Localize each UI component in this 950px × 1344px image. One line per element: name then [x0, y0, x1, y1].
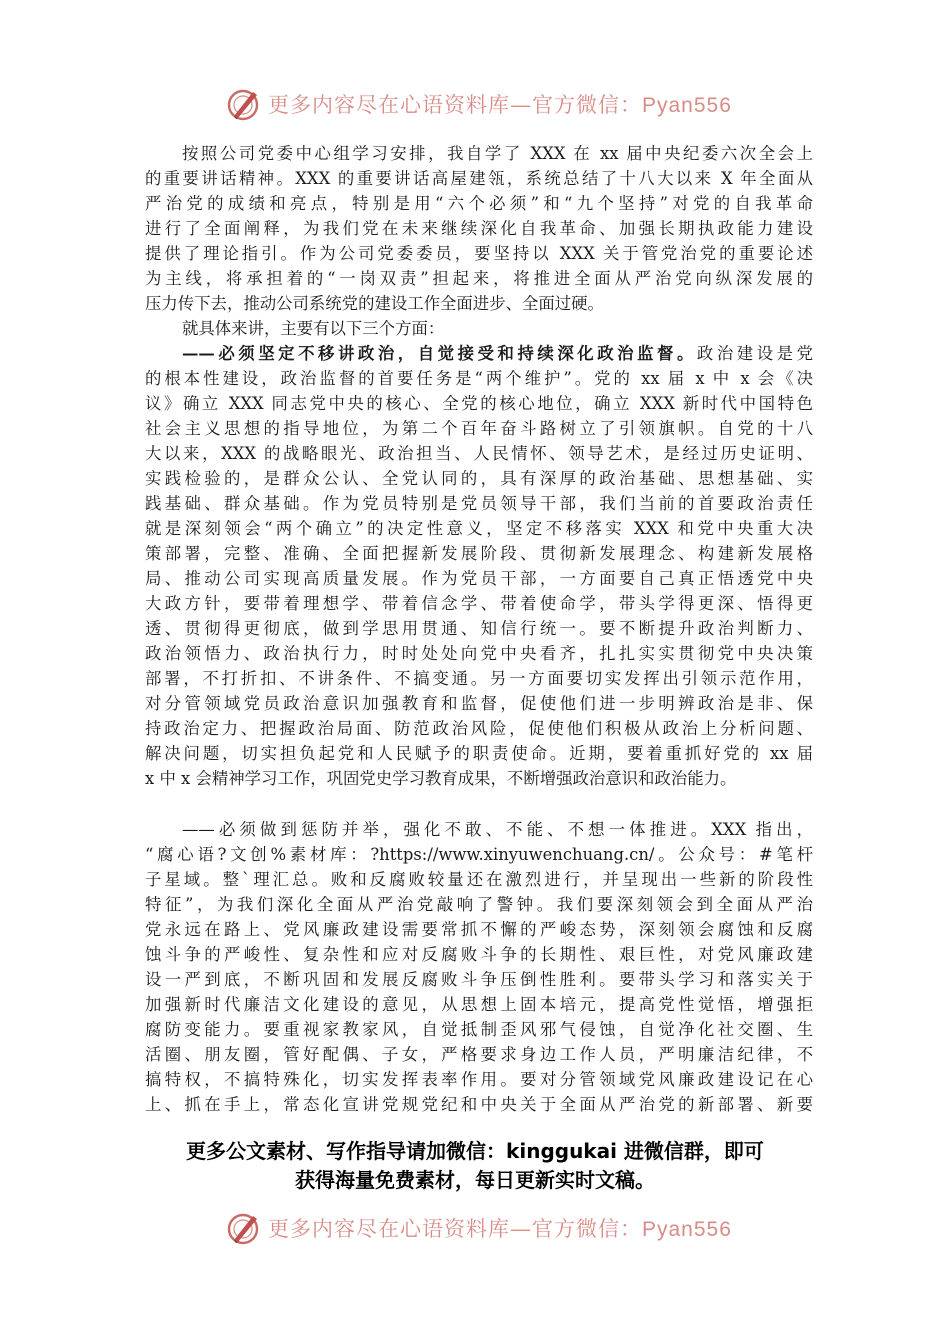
banner-text [268, 1213, 732, 1243]
paragraph-line [145, 341, 813, 366]
promo-notice [100, 1137, 850, 1195]
footer-banner [226, 1210, 746, 1246]
banner-wechat-id: Pyan556 [642, 94, 732, 117]
paragraph-line: 议》确立 XXX 同志党中央的核心、全党的核心地位，确立 XXX 新时代中国特色 [145, 394, 813, 413]
banner-wechat-id: Pyan556 [642, 1218, 732, 1241]
paragraph-line: 提供了理论指引。作为公司党委委员，要坚持以 XXX 关于管党治党的重要论述 [145, 244, 813, 263]
section-1 [145, 141, 813, 791]
banner-label: 更多内容尽在心语资料库—官方微信： [268, 93, 642, 117]
section-heading-1: ——必须坚定不移讲政治，自觉接受和持续深化政治监督。 [182, 344, 697, 363]
paragraph-line: 搞特权，不搞特殊化，切实发挥表率作用。要对分管领域党风廉政建设记在心 [145, 1070, 813, 1089]
paragraph-line: 活圈、朋友圈，管好配偶、子女，严格要求身边工作人员，严明廉洁纪律，不 [145, 1045, 813, 1064]
paragraph-line: 为主线，将承担着的“一岗双责”担起来，将推进全面从严治党向纵深发展的 [145, 269, 813, 288]
paragraph-line: 加强新时代廉洁文化建设的意见，从思想上固本培元，提高党性觉悟，增强拒 [145, 995, 813, 1014]
paragraph-line: 党永远在路上、党风廉政建设需要常抓不懈的严峻态势，深刻领会腐蚀和反腐 [145, 920, 813, 939]
paragraph-line: “腐心语?文创%素材库：?https://www.xinyuwenchuang.cn/。公众号：#笔杆 [145, 845, 813, 864]
paragraph-line: 对分管领域党员政治意识加强教育和监督，促使他们进一步明辨政治是非、保 [145, 694, 813, 713]
paragraph-line: 持政治定力、把握政治局面、防范政治风险，促使他们积极从政治上分析问题、 [145, 719, 813, 738]
header-banner [226, 86, 746, 122]
paragraph-line: 进行了全面阐释，为我们党在未来继续深化自我革命、加强长期执政能力建设 [145, 219, 813, 238]
paragraph-line: 策部署，完整、准确、全面把握新发展阶段、贯彻新发展理念、构建新发展格 [145, 544, 813, 563]
paragraph-line: 蚀斗争的严峻性、复杂性和应对反腐败斗争的长期性、艰巨性，对党风廉政建 [145, 945, 813, 964]
banner-text [268, 89, 732, 119]
section-2 [145, 817, 813, 1117]
paragraph-line: 大以来，XXX 的战略眼光、政治担当、人民情怀、领导艺术，是经过历史证明、 [145, 444, 813, 463]
paragraph-line: 设一严到底，不断巩固和发展反腐败斗争压倒性胜利。要带头学习和落实关于 [145, 970, 813, 989]
paragraph-line: 特征”，为我们深化全面从严治党敲响了警钟。我们要深刻领会到全面从严治 [145, 895, 813, 914]
paragraph-line: 实践检验的，是群众公认、全党认同的，具有深厚的政治基础、思想基础、实 [145, 469, 813, 488]
paragraph-line: 就具体来讲，主要有以下三个方面： [182, 319, 445, 338]
paragraph-line: 腐防变能力。要重视家教家风，自觉抵制歪风邪气侵蚀，自觉净化社交圈、生 [145, 1020, 813, 1039]
paragraph-line: ——必须做到惩防并举，强化不敢、不能、不想一体推进。XXX 指出， [182, 820, 813, 839]
paragraph-line: 践基础、群众基础。作为党员特别是党员领导干部，我们当前的首要政治责任 [145, 494, 813, 513]
paragraph-line: 部署，不打折扣、不讲条件、不搞变通。另一方面要切实发挥出引领示范作用， [145, 669, 813, 688]
paragraph-line: x 中 x 会精神学习工作，巩固党史学习教育成果，不断增强政治意识和政治能力。 [145, 769, 737, 788]
paragraph-line: 局、推动公司实现高质量发展。作为党员干部，一方面要自己真正悟透党中央 [145, 569, 813, 588]
paragraph-line: 子星域。整`理汇总。败和反腐败较量还在激烈进行，并呈现出一些新的阶段性 [145, 870, 813, 889]
paragraph-line: 社会主义思想的指导地位，为第二个百年奋斗路树立了引领旗帜。自党的十八 [145, 419, 813, 438]
banner-label: 更多内容尽在心语资料库—官方微信： [268, 1217, 642, 1241]
paragraph-line: 上、抓在手上，常态化宣讲党规党纪和中央关于全面从严治党的新部署、新要 [145, 1095, 813, 1114]
paragraph-line: 的重要讲话精神。XXX 的重要讲话高屋建瓴，系统总结了十八大以来 X 年全面从 [145, 169, 813, 188]
promo-line-2: 获得海量免费素材，每日更新实时文稿。 [295, 1168, 655, 1192]
paragraph-line: 透、贯彻得更彻底，做到学思用贯通、知信行统一。要不断提升政治判断力、 [145, 619, 813, 638]
section-heading-1-rest: 政治建设是党 [696, 344, 813, 363]
paragraph-line: 解决问题，切实担负起党和人民赋予的职责使命。近期，要着重抓好党的 xx 届 [145, 744, 813, 763]
paragraph-line: 严治党的成绩和亮点，特别是用“六个必须”和“九个坚持”对党的自我革命 [145, 194, 813, 213]
pen-logo-icon [226, 1210, 262, 1246]
paragraph-line: 就是深刻领会“两个确立”的决定性意义，坚定不移落实 XXX 和党中央重大决 [145, 519, 813, 538]
paragraph-line: 压力传下去，推动公司系统党的建设工作全面进步、全面过硬。 [145, 294, 604, 313]
paragraph-line: 政治领悟力、政治执行力，时时处处向党中央看齐，扎扎实实贯彻党中央决策 [145, 644, 813, 663]
paragraph-line: 大政方针，要带着理想学、带着信念学、带着使命学，带头学得更深、悟得更 [145, 594, 813, 613]
pen-logo-icon [226, 86, 262, 122]
paragraph-line: 按照公司党委中心组学习安排，我自学了 XXX 在 xx 届中央纪委六次全会上 [182, 144, 813, 163]
promo-line-1: 更多公文素材、写作指导请加微信：kinggukai 进微信群，即可 [186, 1139, 764, 1163]
paragraph-line: 的根本性建设，政治监督的首要任务是“两个维护”。党的 xx 届 x 中 x 会《决 [145, 369, 813, 388]
